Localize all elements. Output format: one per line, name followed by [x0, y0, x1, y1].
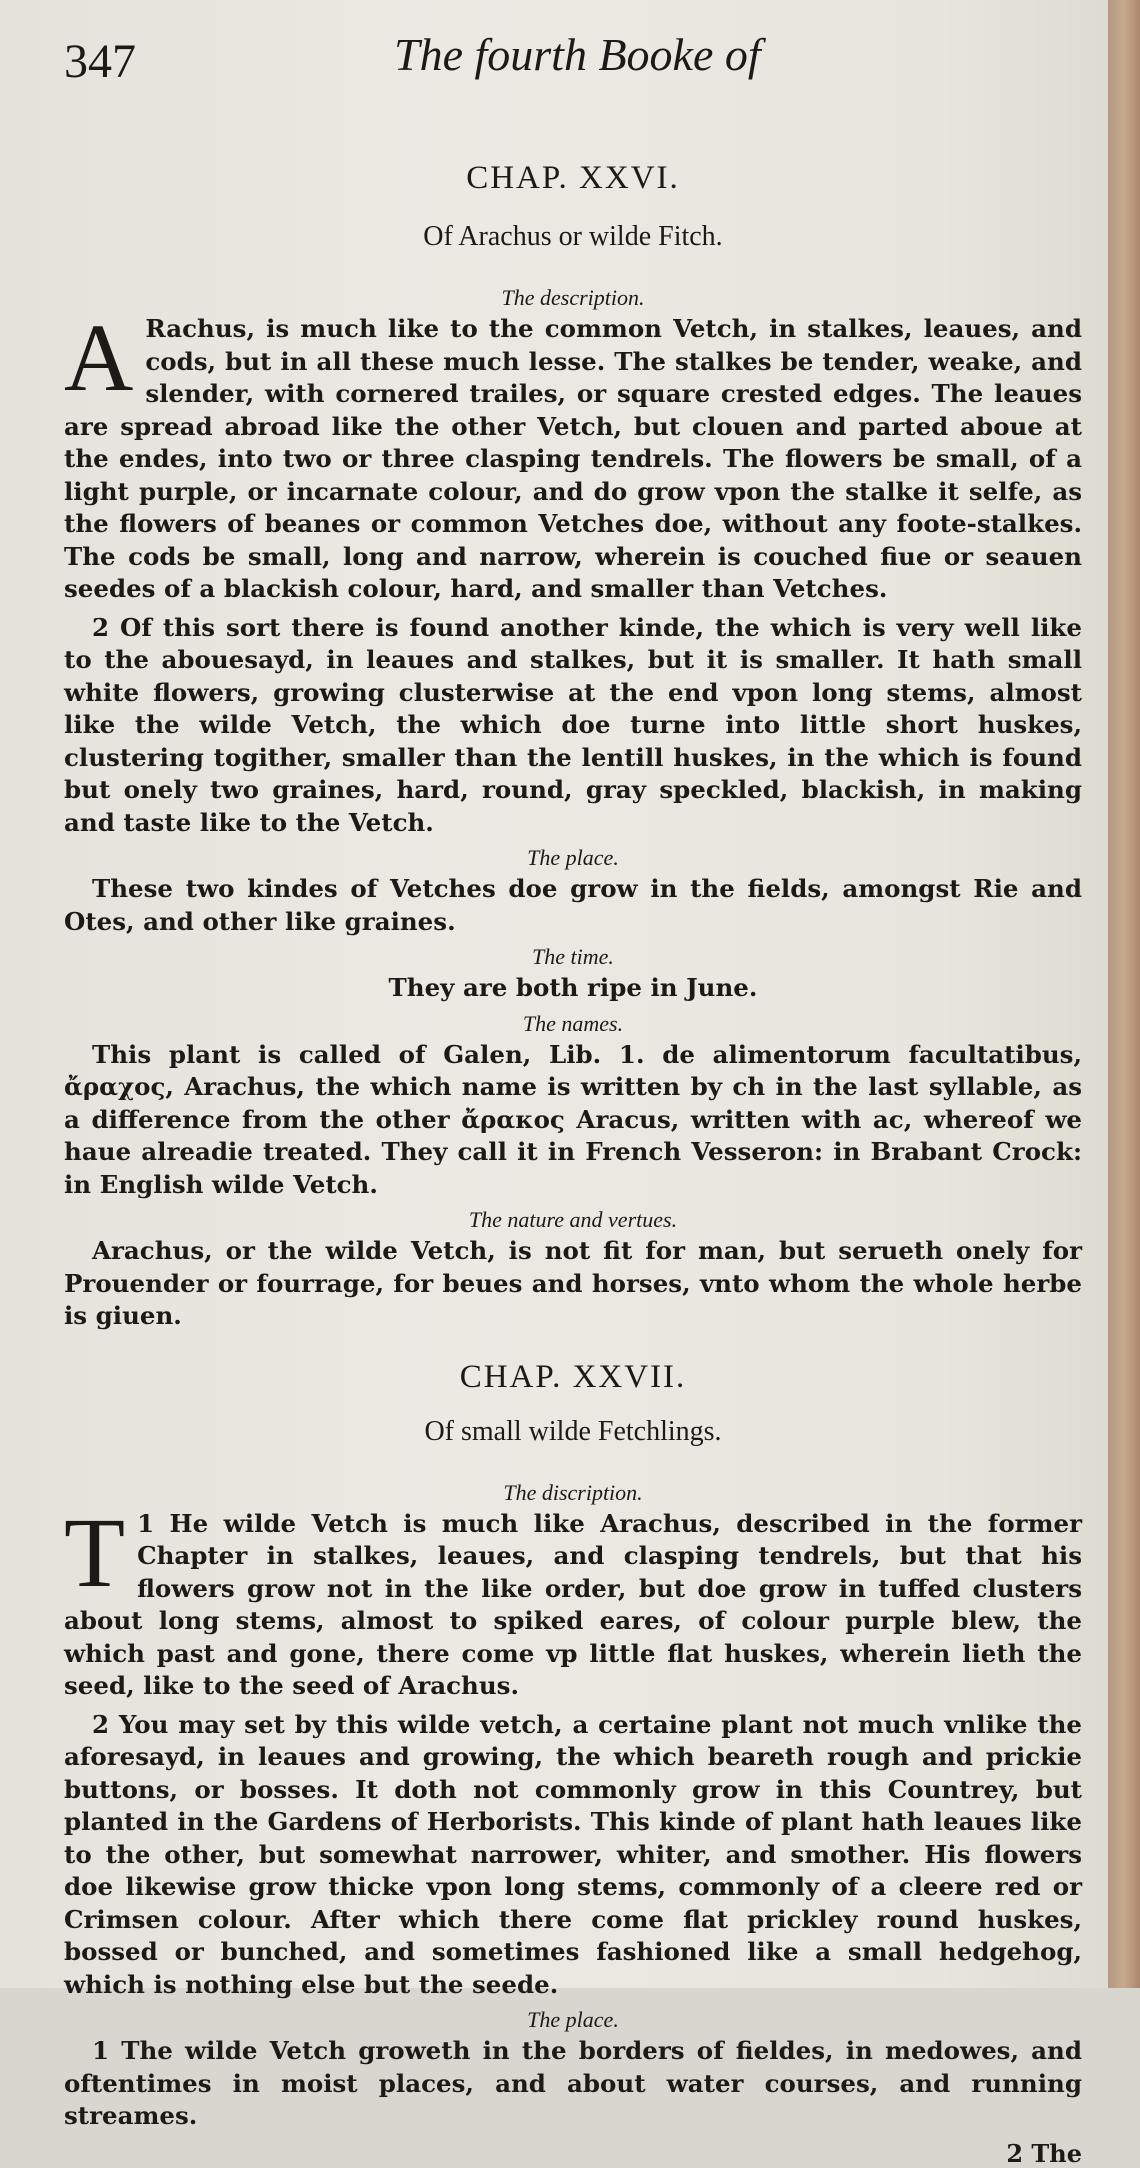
chapter-26-subtitle: Of Arachus or wilde Fitch. — [423, 221, 723, 252]
page-edge — [1108, 0, 1140, 1988]
time-heading: The time. — [532, 944, 614, 969]
time-paragraph: They are both ripe in June. — [388, 973, 758, 1002]
drop-cap-t: T — [64, 1496, 126, 1608]
description-paragraph-2: 2 Of this sort there is found another kinde, the which is very well like to the abouesayd, in leaues and stalkes, but it is smaller. It hath small white flowers, growing clusterwise at the end vpon long stems, almost like the wilde Vetch, the which doe turne into little short huskes, clustering togither, smaller than the lentill huskes, in the which is found but onely two graines, hard, round, gray speckled, blackish, in making and taste like to the Vetch. — [64, 612, 1082, 837]
ch27-description-text-1: 1 He wilde Vetch is much like Arachus, described in the former Chapter in stalkes, leaues, and clasping tendrels, but that his flowers grow not in the like order, but doe grow in tuffed clusters about long stems, almost to spiked eares, of colour purple blew, the which past and gone, there come vp little flat huskes, wherein lieth the seed, like to the seed of Arachus. — [64, 1508, 1082, 1700]
catchword: 2 The — [1006, 2138, 1082, 2168]
description-paragraph-1 — [64, 304, 1082, 606]
chapter-27-subtitle: Of small wilde Fetchlings. — [424, 1415, 722, 1447]
ch27-description-paragraph-1 — [64, 1496, 1082, 1703]
description-text-1: Rachus, is much like to the common Vetch, in stalkes, leaues, and cods, but in all these much lesse. The stalkes be tender, weake, and slender, with cornered trailes, or square crested edges. The leaues are spread abroad like the other Vetch, but clouen and parted aboue at the endes, into two or three clasping tendrels. The flowers be small, of a light purple, or incarnate colour, and do grow vpon the stalke it selfe, as the flowers of beanes or common Vetches doe, without any foote-stalkes. The cods be small, long and narrow, wherein is couched fiue or seauen seedes of a blackish colour, hard, and smaller than Vetches. — [64, 314, 1082, 603]
description-heading-2: The discription. — [503, 1479, 643, 1505]
page-number: 347 — [64, 35, 136, 88]
place-heading-2: The place. — [527, 2007, 619, 2032]
running-head — [64, 28, 1082, 102]
nature-paragraph: Arachus, or the wilde Vetch, is not fit for man, but serueth onely for Prouender or fourrage, for beues and horses, vnto whom the whole herbe is giuen. — [64, 1236, 1082, 1330]
names-paragraph: This plant is called of Galen, Lib. 1. de alimentorum facultatibus, ἄραχος, Arachus, the which name is written by ch in the last syllable, as a difference from the other ἄρακος Aracus, written with ac, whereof we haue alreadie treated. They call it in French Vesseron: in Brabant Crock: in English wilde Vetch. — [64, 1039, 1082, 1199]
running-title: The fourth Booke of — [394, 29, 761, 80]
ch27-description-paragraph-2: 2 You may set by this wilde vetch, a certaine plant not much vnlike the aforesayd, in leaues and growing, the which beareth rough and prickie buttons, or bosses. It doth not commonly grow in this Countrey, but planted in the Gardens of Herborists. This kinde of plant hath leaues like to the other, but somewhat narrower, whiter, and smother. His flowers doe likewise grow thicke vpon long stems, commonly of a cleere red or Crimsen colour. After which there come flat prickley round huskes, bossed or bunched, and sometimes fashioned like a small hedgehog, which is nothing else but the seede. — [64, 1709, 1082, 1999]
ch27-place-paragraph: 1 The wilde Vetch groweth in the borders of fieldes, in medowes, and oftentimes in moist places, and about water courses, and running streames. — [64, 2036, 1082, 2130]
drop-cap-a: A — [64, 304, 134, 411]
chapter-26-title: CHAP. XXVI. — [466, 160, 680, 196]
place-heading: The place. — [527, 845, 619, 870]
nature-heading: The nature and vertues. — [468, 1207, 678, 1232]
chapter-27-title: CHAP. XXVII. — [459, 1358, 687, 1395]
place-paragraph: These two kindes of Vetches doe grow in the fields, amongst Rie and Otes, and other like graines. — [64, 874, 1082, 936]
names-heading: The names. — [522, 1010, 624, 1036]
description-heading: The description. — [501, 285, 645, 310]
